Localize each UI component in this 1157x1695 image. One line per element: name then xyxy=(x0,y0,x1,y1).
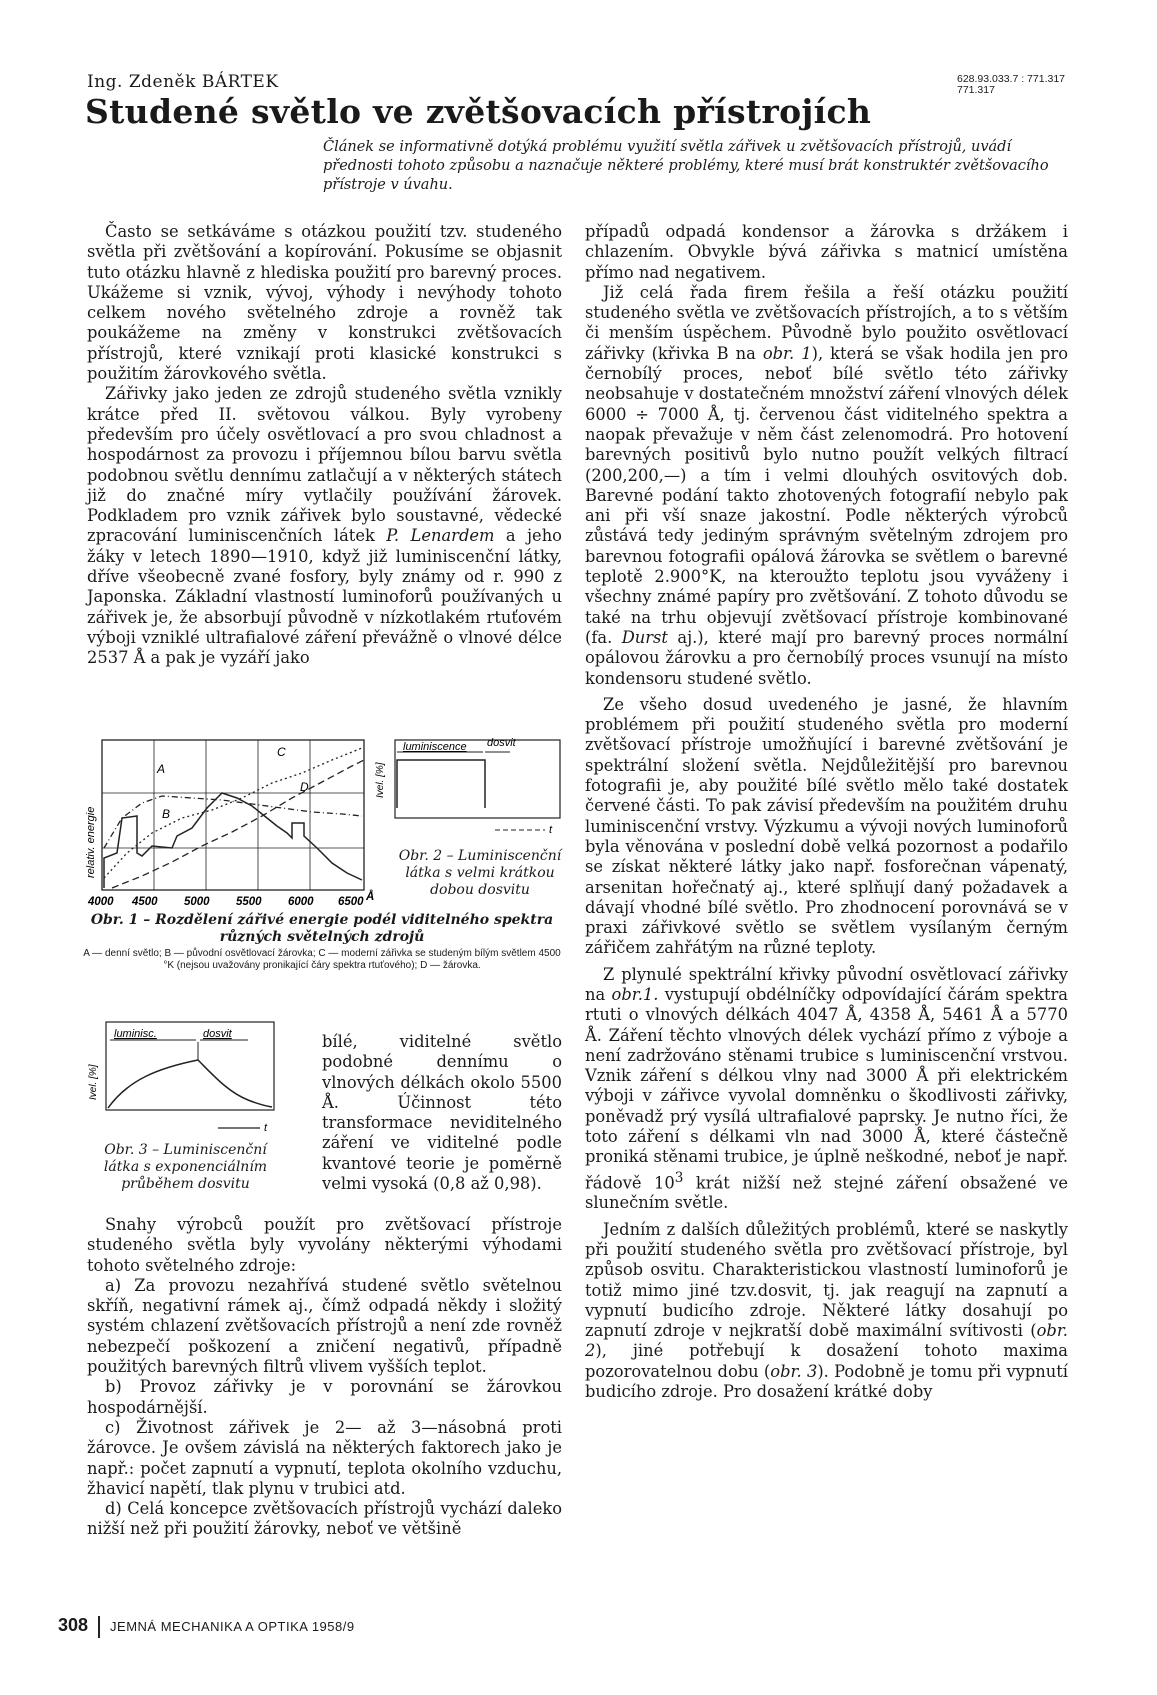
figure-1 xyxy=(82,738,375,908)
list-item-d: d) Celá koncepce zvětšovacích přístrojů vychází daleko nižší než při použití žárovky, neboť ve většině xyxy=(87,1499,562,1539)
curve-label-c: C xyxy=(277,745,286,759)
article-title: Studené světlo ve zvětšovacích přístrojích xyxy=(85,92,872,131)
chart-frame xyxy=(102,740,364,890)
luminescence-chart-exponential xyxy=(88,1020,278,1138)
paragraph: Z plynulé spektrální křivky původní osvětlovací zářivky na obr.1. vystupují obdélníčky odpovídající čárám spektra rtuti o vlnových délkách 4047 Å, 4358 Å, 5461 Å a 5770 Å. Záření těchto vlnových délek vychází přímo z výboje a není zadržováno stěnami trubice s luminiscenční vrstvou. Vznik záření s délkou vlny nad 3000 Å při elektrickém výboji v zářivce vyvolal domněnku o škodlivosti zářivky, poněvadž prý vysílá ultrafialové paprsky. Je nutno říci, že toto záření s délkami vln nad 3000 Å, které částečně proniká stěnami trubice, je úplně neškodné, neboť je např. řádově $10^3$ krát nižší než stejné záření obsažené ve slunečním světle. xyxy=(585,964,1068,1213)
luminescence-chart-short xyxy=(375,738,565,838)
exponential-curve xyxy=(108,1060,272,1108)
udc-line-2: 771.317 xyxy=(956,84,995,96)
left-column-bottom xyxy=(87,1215,562,1540)
right-column xyxy=(585,222,1068,1402)
paragraph: případů odpadá kondensor a žárovka s držákem i chlazením. Obvykle bývá zářivka s matnicí umístěna přímo nad negativem. xyxy=(585,222,1068,282)
curve-label-d: D xyxy=(300,780,309,794)
figure-reference: obr. 1 xyxy=(762,343,812,363)
figure-reference: obr. 2 xyxy=(585,1321,1068,1361)
paragraph: bílé, viditelné světlo podobné dennímu o vlnových délkách okolo 5500 Å. Účinnost této transformace neviditelného záření ve viditelné podle kvantové teorie je poměrně velmi vysoká (0,8 až 0,98). xyxy=(322,1032,562,1194)
curve-d xyxy=(112,760,364,888)
exponent: 3 xyxy=(674,1169,684,1186)
curve-a xyxy=(104,796,362,848)
label-dosvit: dosvit xyxy=(203,1028,232,1040)
paragraph: Ze všeho dosud uvedeného je jasné, že hlavním problémem při použití studeného světla pro moderní zvětšovací přístroje umožňující i barevné zvětšování je spektrální složení světla. Nejdůležitější pro barevnou fotografii je, aby použité bílé světlo mělo také dostatek červené části. To pak závisí především na použitém druhu luminiscenční vrstvy. Výzkumu a vývoji nových luminoforů byla věnována v poslední době velká pozornost a podařilo se získat některé látky jako např. fosforečnan vápenatý, arsenitan hořečnatý aj., které splňují daný požadavek a dávají vhodné bílé světlo. Pro zhodnocení porovnává se v praxi zářivkové světlo se světlem vysílaným černým zářičem zahřátým na různé teploty. xyxy=(585,694,1068,958)
figure-3-caption: Obr. 3 – Luminiscenční látka s exponenciálním průběhem dosvitu xyxy=(103,1142,268,1192)
page-footer xyxy=(58,1615,355,1638)
author-name: Ing. Zdeněk BÁRTEK xyxy=(87,72,279,92)
wrap-text xyxy=(322,1032,562,1194)
paragraph: Jedním z dalších důležitých problémů, které se naskytly při použití studeného světla pro zvětšovací přístroje, byl způsob osvitu. Charakteristickou vlastností luminoforů je totiž mimo jiné tzv.dosvit, tj. jak reagují na zapnutí a vypnutí budicího zdroje. Některé látky dosahují po zapnutí zdroje v nejkratší době maximální svítivosti (obr. 2), jiné potřebují k dosažení tohoto maxima pozorovatelnou dobu (obr. 3). Podobně je tomu při vypnutí budicího zdroje. Pro dosažení krátké doby xyxy=(585,1219,1068,1402)
author-reference: P. Lenardem xyxy=(386,526,495,546)
figure-reference: obr.1. xyxy=(611,984,659,1004)
curve-label-a: A xyxy=(157,762,166,776)
figure-2-caption: Obr. 2 – Luminiscenční látka s velmi krátkou dobou dosvitu xyxy=(398,848,562,898)
y-axis-label: relativ. energie xyxy=(85,806,97,878)
label-luminisc: luminisc. xyxy=(114,1028,157,1040)
x-unit: Å xyxy=(366,891,375,903)
figure-2 xyxy=(375,738,565,838)
paragraph: Snahy výrobců použít pro zvětšovací přístroje studeného světla byly vyvolány některými výhodami tohoto světelného zdroje: xyxy=(87,1215,562,1275)
y-label: Ivel. [%] xyxy=(375,762,386,798)
paragraph: Zářivky jako jeden ze zdrojů studeného světla vznikly krátce před II. světovou válkou. Byly vyrobeny především pro účely osvětlovací a pro svou chladnost a hospodárnost za provozu i příjemnou bílou barvu světla podobnou světlu dennímu zatlačují a v některých státech již do značné míry vytlačily používání žárovek. Podkladem pro vznik zářivek bylo soustavné, vědecké zpracování luminiscenčních látek P. Lenardem a jeho žáky v letech 1890—1910, když již luminiscenční látky, dříve všeobecně zvané fosfory, byly známy od r. 990 z Japonska. Základní vlastností luminoforů používaných u zářivek je, že absorbují původně v nízkotlakém rtuťovém výboji vzniklé ultrafialové záření převážně o vlnové délce 2537 Å a pak je vyzáří jako xyxy=(87,384,562,668)
spectral-energy-chart xyxy=(82,738,375,908)
paragraph: Často se setkáváme s otázkou použití tzv. studeného světla při zvětšování a kopírování. Pokusíme se objasnit tuto otázku hlavně z hlediska použití pro barevný proces. Ukážeme si vznik, vývoj, výhody i nevýhody tohoto celkem nového světelného zdroje a rovněž tak poukážeme na změny v konstrukci zvětšovacích přístrojů, které vznikají proti klasické konstrukci s použitím žárovkového světla. xyxy=(87,222,562,384)
journal-name: JEMNÁ MECHANIKA A OPTIKA 1958/9 xyxy=(110,1619,355,1634)
luminescence-curve xyxy=(397,760,485,808)
curve-label-b: B xyxy=(162,807,171,821)
abstract: Článek se informativně dotýká problému využití světla zářivek u zvětšovacích přístrojů, uvádí přednosti tohoto způsobu a naznačuje některé problémy, které musí brát konstruktér zvětšovacího přístroje v úvahu. xyxy=(323,139,1049,193)
x-tick: 4000 xyxy=(88,896,114,908)
paragraph: Již celá řada firem řešila a řeší otázku použití studeného světla ve zvětšovacích přístrojích, a to s větším či menším úspěchem. Původně bylo použito osvětlovací zářivky (křivka B na obr. 1), která se však hodila jen pro černobílý proces, neboť bílé světlo této zářivky neobsahuje v dostatečném množství záření vlnových délek 6000 ÷ 7000 Å, tj. červenou část viditelného spektra a naopak převažuje v něm část zelenomodrá. Pro hotovení barevných positivů bylo nutno použít velkých filtrací (200,200,—) a tím i velmi dlouhých osvitových dob. Barevné podání takto zhotovených fotografií nebylo pak ani při vší snaze jakostní. Podle některých výrobců zůstává tedy jediným správným světelným zdrojem pro barevnou fotografii opálová žárovka se světlem o barevné teplotě 2.900°K, na kteroužto teplotu jsou vyváženy i všechny známé papíry pro zvětšování. Z tohoto důvodu se také na trhu objevují zvětšovací přístroje kombinované (fa. Durst aj.), které mají pro barevný proces normální opálovou žárovku a pro černobílý proces vsunují na místo kondensoru studené světlo. xyxy=(585,282,1068,688)
company-name: Durst xyxy=(621,627,668,647)
figure-1-legend: A — denní světlo; B — původní osvětlovací žárovka; C — moderní zářivka se studeným bílým světlem 4500 °K (nejsou uvažovány pronikající čáry spektra rtuťového); D — žárovka. xyxy=(83,948,561,971)
page-number: 308 xyxy=(58,1615,89,1635)
curve-b xyxy=(104,793,362,888)
list-item-c: c) Životnost zářivek je 2— až 3—násobná proti žárovce. Je ovšem závislá na některých faktorech jako je např.: počet zapnutí a vypnutí, teplota okolního vzduchu, žhavicí napětí, tlak plynu v trubici atd. xyxy=(87,1417,562,1498)
figure-3 xyxy=(88,1020,278,1138)
label-luminiscence: luminiscence xyxy=(403,741,467,753)
udc-code xyxy=(957,74,1065,96)
x-tick: 6500 xyxy=(338,896,364,908)
list-item-a: a) Za provozu nezahřívá studené světlo světelnou skříň, negativní rámek aj., čímž odpadá někdy i složitý systém chlazení zvětšovacích přístrojů a není zde rovněž nebezpečí poškození a zničení negativů, případně použitých barevných filtrů vlivem vyšších teplot. xyxy=(87,1275,562,1377)
x-tick: 5500 xyxy=(236,896,262,908)
x-tick: 6000 xyxy=(288,896,314,908)
footer-divider xyxy=(98,1616,100,1638)
x-tick: 4500 xyxy=(132,896,158,908)
x-label: t xyxy=(549,824,553,836)
x-label: t xyxy=(264,1122,268,1134)
figure-1-caption: Obr. 1 – Rozdělení zářivé energie podél viditelného spektra různých světelných zdrojů xyxy=(90,912,554,945)
figure-reference: obr. 3 xyxy=(770,1361,818,1381)
left-column-top xyxy=(87,222,562,669)
list-item-b: b) Provoz zářivky je v porovnání se žárovkou hospodárnější. xyxy=(87,1377,562,1417)
y-label: Ivel. [%] xyxy=(88,1064,99,1100)
label-dosvit: dosvit xyxy=(487,737,516,749)
udc-line-1: 628.93.033.7 : 771.317 xyxy=(956,73,1065,85)
x-tick: 5000 xyxy=(184,896,210,908)
